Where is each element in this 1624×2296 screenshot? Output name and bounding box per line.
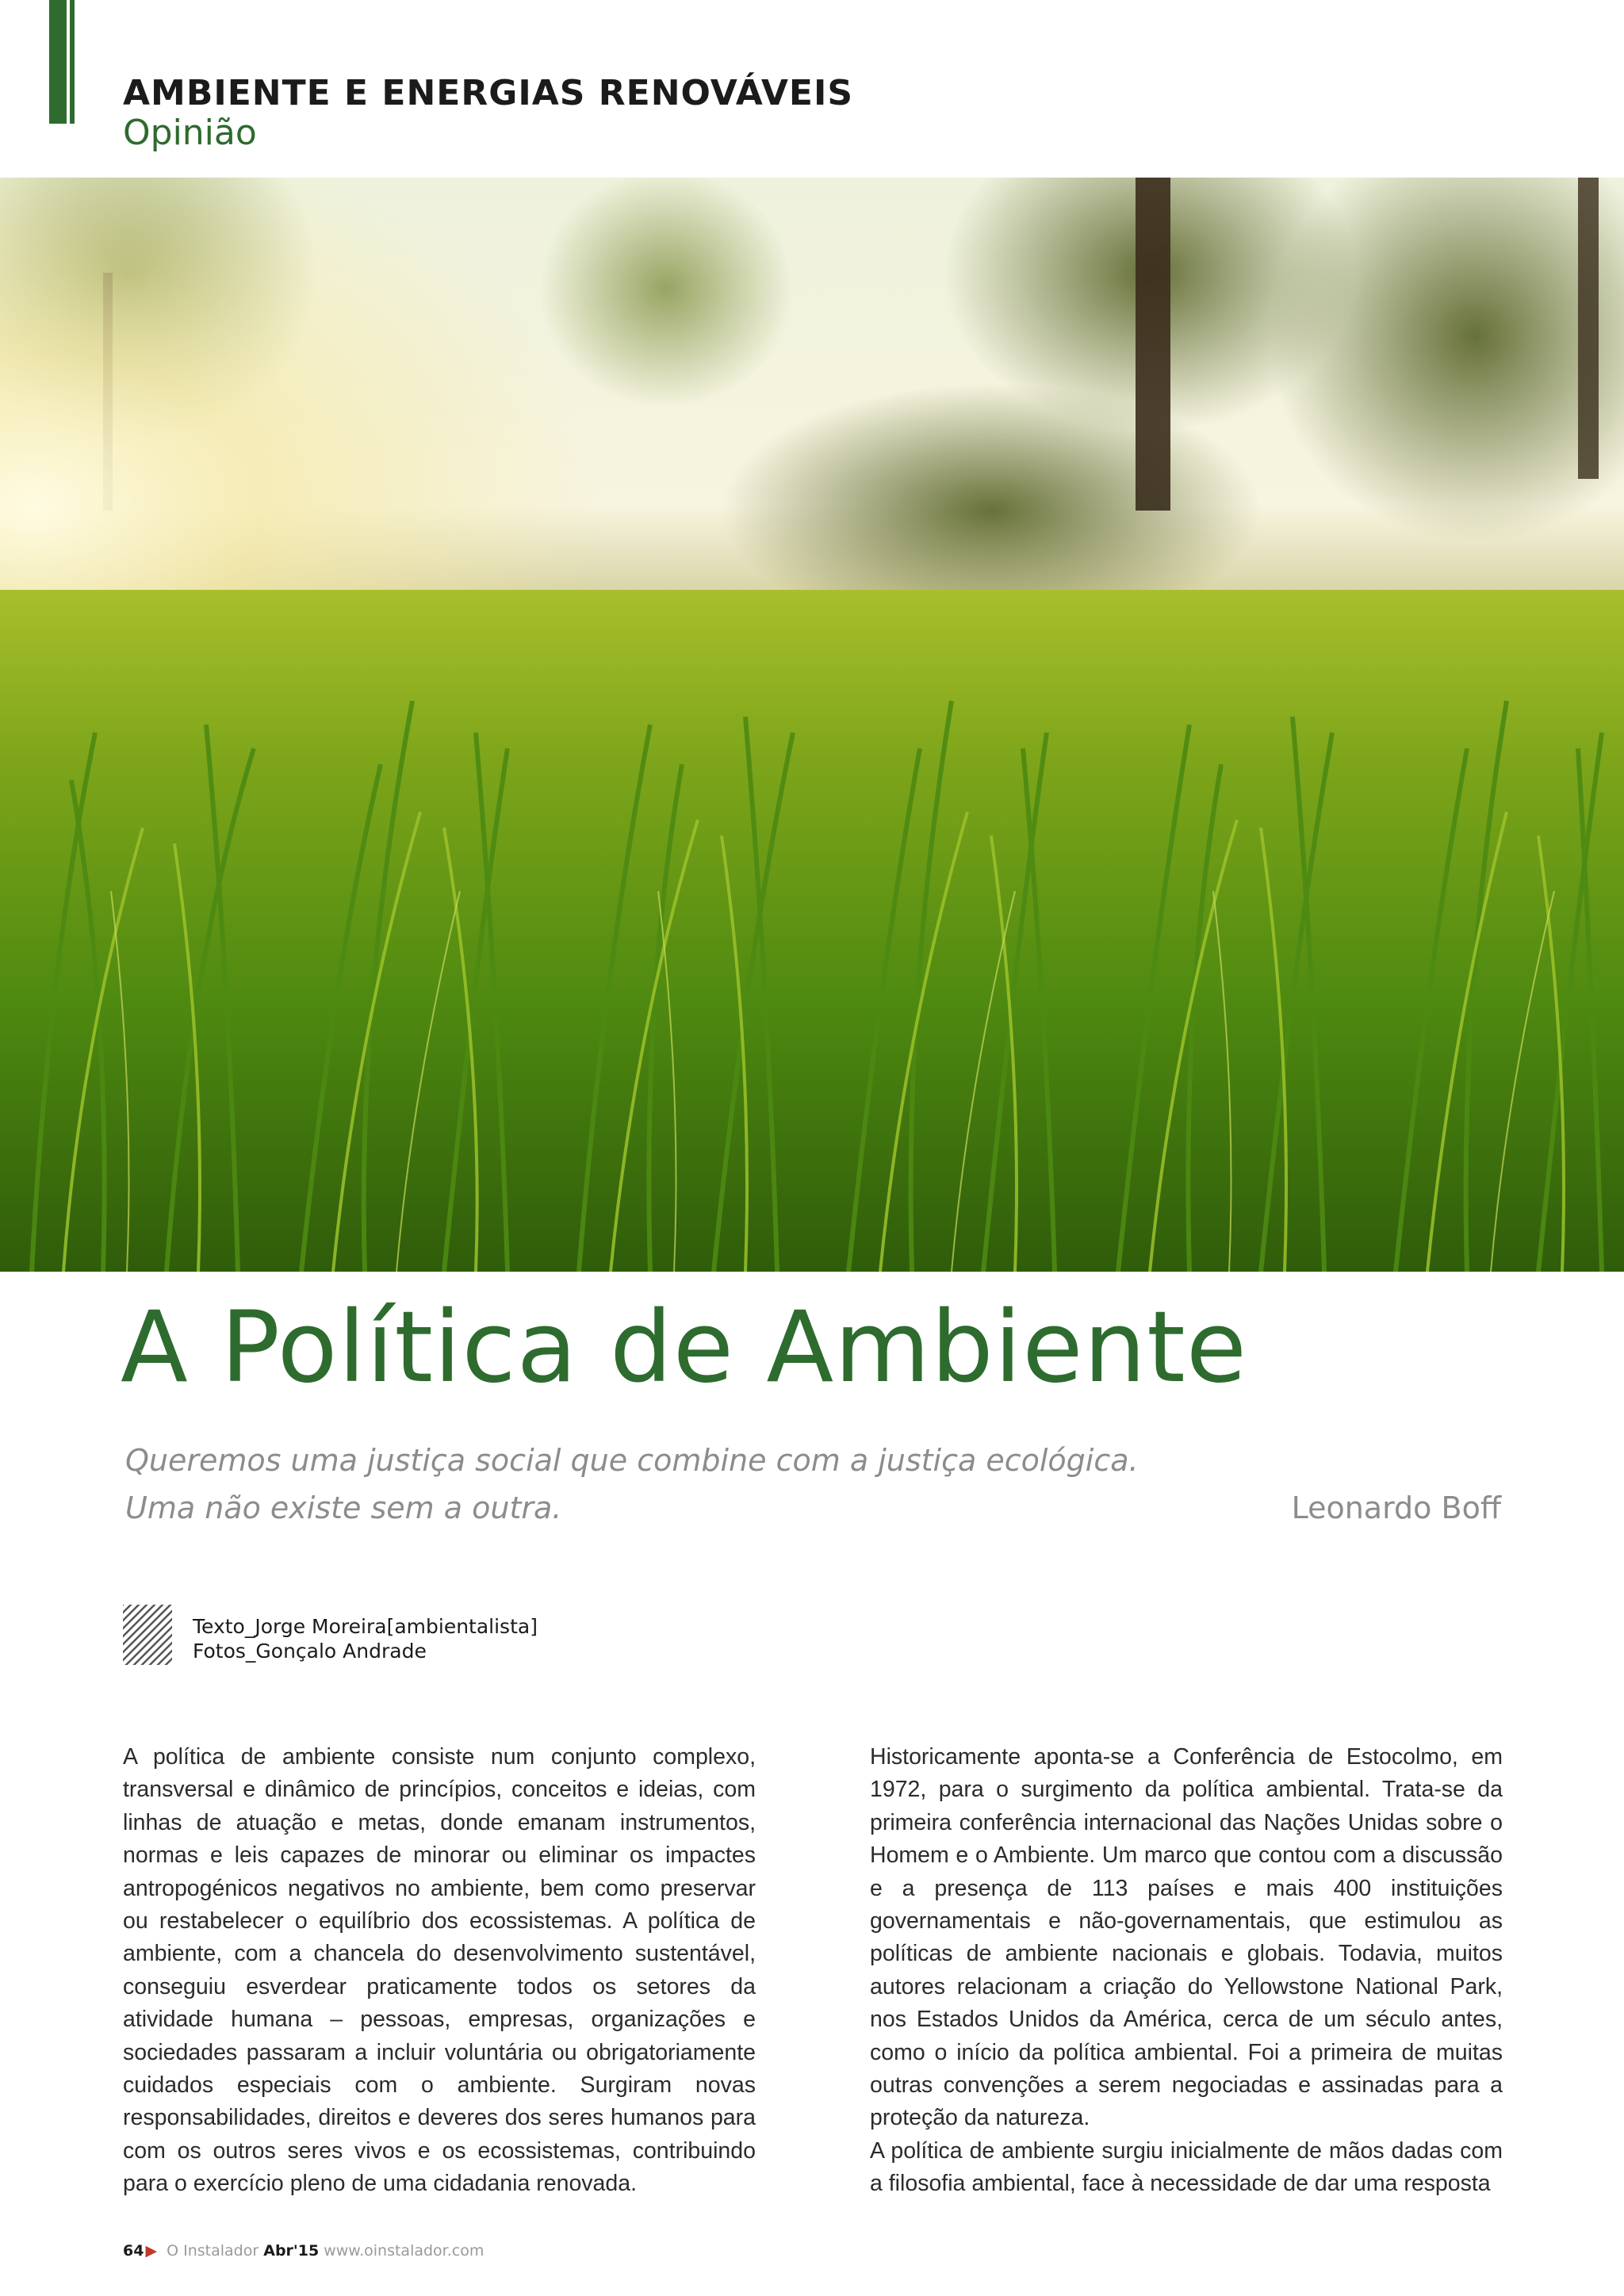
epigraph-author: Leonardo Boff (1291, 1490, 1501, 1525)
page-footer (123, 2242, 484, 2260)
epigraph-quote (125, 1437, 1275, 1532)
page-number: 64 (123, 2242, 144, 2260)
article-title: A Política de Ambiente (121, 1291, 1247, 1405)
credit-text-author: Texto_Jorge Moreira[ambientalista] (193, 1615, 538, 1638)
epigraph-line-2: Uma não existe sem a outra. (125, 1490, 562, 1525)
body-paragraph: Historicamente aponta-se a Conferência de Estocolmo, em 1972, para o surgimento da política ambiental. Trata-se da primeira conferência internacional das Nações Unidas sobre o Homem e o Ambiente. Um marco que contou com a discussão e a presença de 113 países e mais 400 instituições governamentais e não-governamentais, que estimulou as políticas de ambiente nacionais e globais. Todavia, muitos autores relacionam a criação do Yellowstone National Park, nos Estados Unidos da América, cerca de um século antes, como o início da política ambiental. Foi a primeira de muitas outras convenções a serem negociadas e assinadas para a proteção da natureza. (870, 1744, 1503, 2131)
section-title: AMBIENTE E ENERGIAS RENOVÁVEIS (123, 73, 854, 113)
credit-photo-author: Fotos_Gonçalo Andrade (193, 1640, 427, 1663)
body-column-right (870, 1741, 1503, 2201)
hatched-credit-icon (123, 1605, 172, 1665)
body-column-left (123, 1741, 756, 2201)
epigraph-line-1: Queremos uma justiça social que combine com a justiça ecológica. (125, 1443, 1139, 1478)
section-subtitle: Opinião (123, 113, 257, 153)
body-paragraph: A política de ambiente surgiu inicialmente de mãos dadas com a filosofia ambiental, face à necessidade de dar uma resposta (870, 2137, 1503, 2197)
arrow-right-icon: ▶ (145, 2242, 158, 2260)
website-link[interactable]: www.oinstalador.com (324, 2242, 485, 2260)
magazine-name: O Instalador (167, 2242, 259, 2260)
issue-label: Abr'15 (263, 2242, 320, 2260)
section-color-bar (49, 0, 67, 124)
body-paragraph: A política de ambiente consiste num conjunto complexo, transversal e dinâmico de princípios, conceitos e ideias, com linhas de atuação e metas, donde emanam instrumentos, normas e leis capazes de minorar ou eliminar os impactes antropogénicos negativos no ambiente, bem como preservar ou restabelecer o equilíbrio dos ecossistemas. A política de ambiente, com a chancela do desenvolvimento sustentável, conseguiu esverdear praticamente todos os setores da atividade humana – pessoas, empresas, organizações e sociedades passaram a incluir voluntária ou obrigatoriamente cuidados especiais com o ambiente. Surgiram novas responsabilidades, direitos e deveres dos seres humanos para com os outros seres vivos e os ecossistemas, contribuindo para o exercício pleno de uma cidadania renovada. (123, 1744, 756, 2197)
section-color-bar-accent (70, 0, 75, 124)
credits (193, 1614, 538, 1663)
hero-photo (0, 178, 1624, 1272)
